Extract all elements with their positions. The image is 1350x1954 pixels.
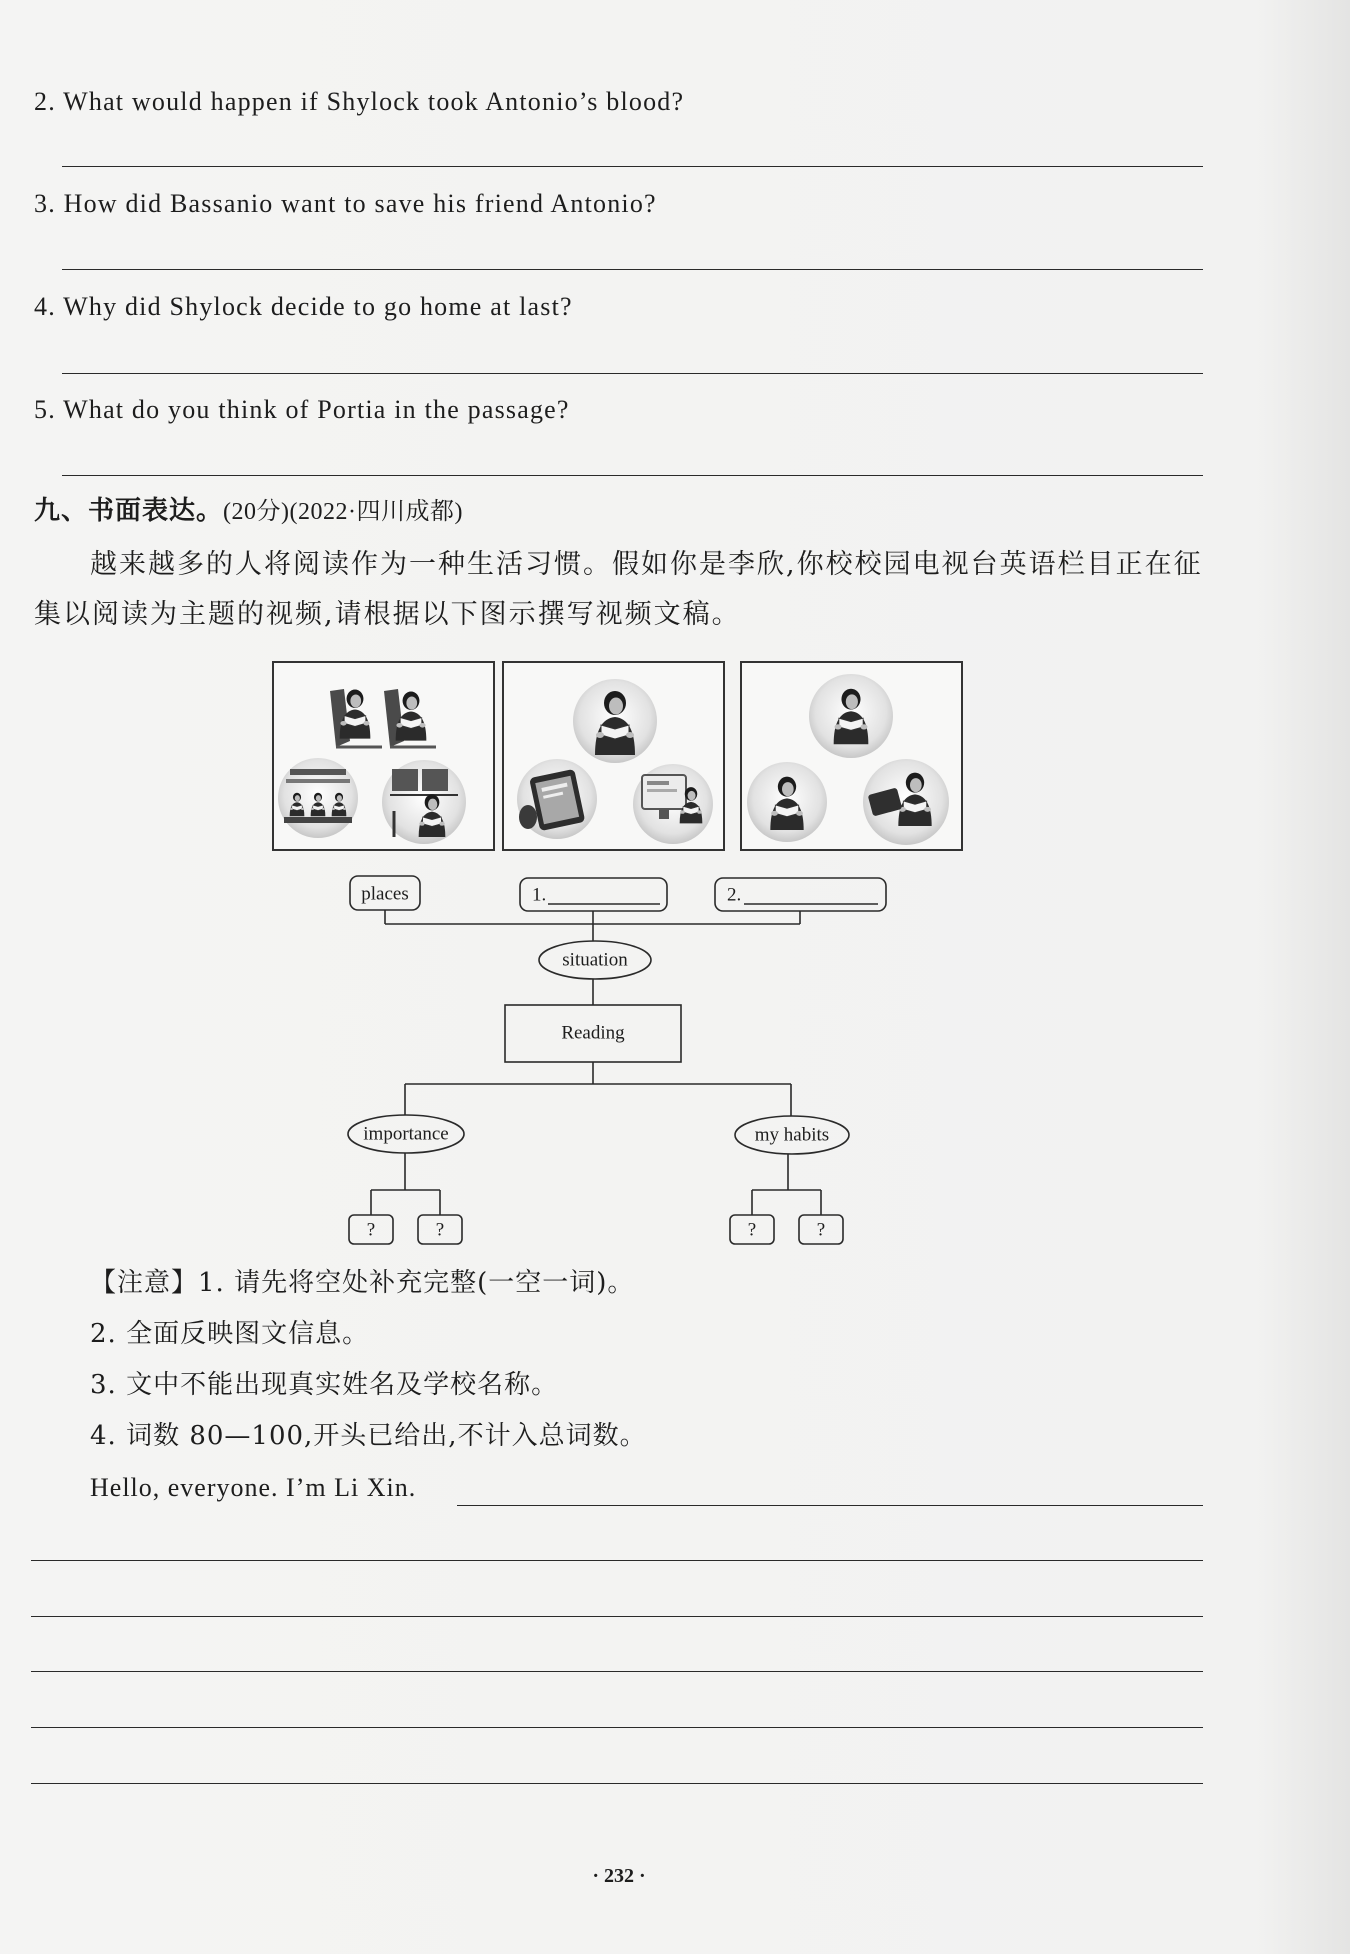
unknown-label: ?: [435, 1219, 445, 1241]
writing-prompt: 越来越多的人将阅读作为一种生活习惯。假如你是李欣,你校校园电视台英语栏目正在征集以阅读为主题的视频,请根据以下图示撰写视频文稿。: [34, 549, 1203, 630]
computer-reading-picture: [633, 764, 713, 844]
note-4: 4. 词数 80—100,开头已给出,不计入总词数。: [90, 1421, 647, 1451]
boy-reading-picture: [809, 674, 893, 758]
writing-line: [457, 1505, 1203, 1506]
blank-1-label: 1.: [532, 884, 547, 906]
reading-center-label: Reading: [561, 1022, 625, 1044]
bus-reader-picture: [382, 760, 466, 844]
question-3: 3. How did Bassanio want to save his friend Antonio?: [34, 189, 657, 218]
notes-label: 【注意】: [90, 1268, 199, 1298]
writing-line: [31, 1727, 1203, 1728]
note-1: [90, 1266, 634, 1300]
unknown-label: ?: [747, 1219, 757, 1241]
note-3: 3. 文中不能出现真实姓名及学校名称。: [90, 1370, 559, 1400]
answer-line: [62, 475, 1203, 476]
importance-label: importance: [363, 1123, 449, 1145]
unknown-label: ?: [816, 1219, 826, 1241]
situation-label: situation: [562, 949, 628, 971]
note-item: 1. 请先将空处补充完整(一空一词)。: [198, 1268, 635, 1298]
answer-line: [62, 166, 1203, 167]
answer-line: [62, 373, 1203, 374]
illustration-box-1: [272, 661, 495, 851]
writing-line: [31, 1671, 1203, 1672]
section-meta: (20分)(2022·四川成都): [223, 499, 463, 525]
places-label: places: [361, 883, 409, 905]
woman-reading-book-picture: [573, 679, 657, 763]
tablet-reading-picture: [517, 759, 597, 839]
section-heading: [34, 494, 463, 529]
answer-line: [62, 269, 1203, 270]
elder-reading-tablet-picture: [863, 759, 949, 845]
question-4: 4. Why did Shylock decide to go home at last?: [34, 292, 573, 321]
girl-reading-picture: [747, 762, 827, 842]
note-2: 2. 全面反映图文信息。: [90, 1319, 370, 1349]
answer-opening: Hello, everyone. I’m Li Xin.: [90, 1473, 417, 1502]
library-readers-picture: [278, 758, 358, 838]
writing-line: [31, 1783, 1203, 1784]
unknown-label: ?: [366, 1219, 376, 1241]
page-number: · 232 ·: [592, 1865, 646, 1887]
illustration-box-2: [502, 661, 725, 851]
writing-line: [31, 1616, 1203, 1617]
habits-label: my habits: [754, 1124, 830, 1146]
question-2: 2. What would happen if Shylock took Antonio’s blood?: [34, 87, 685, 116]
writing-line: [31, 1560, 1203, 1561]
illustration-box-3: [740, 661, 963, 851]
section-title: 九、书面表达。: [34, 496, 224, 525]
question-5: 5. What do you think of Portia in the passage?: [34, 395, 570, 424]
reading-mind-map: [330, 860, 910, 1260]
blank-2-label: 2.: [727, 884, 742, 906]
